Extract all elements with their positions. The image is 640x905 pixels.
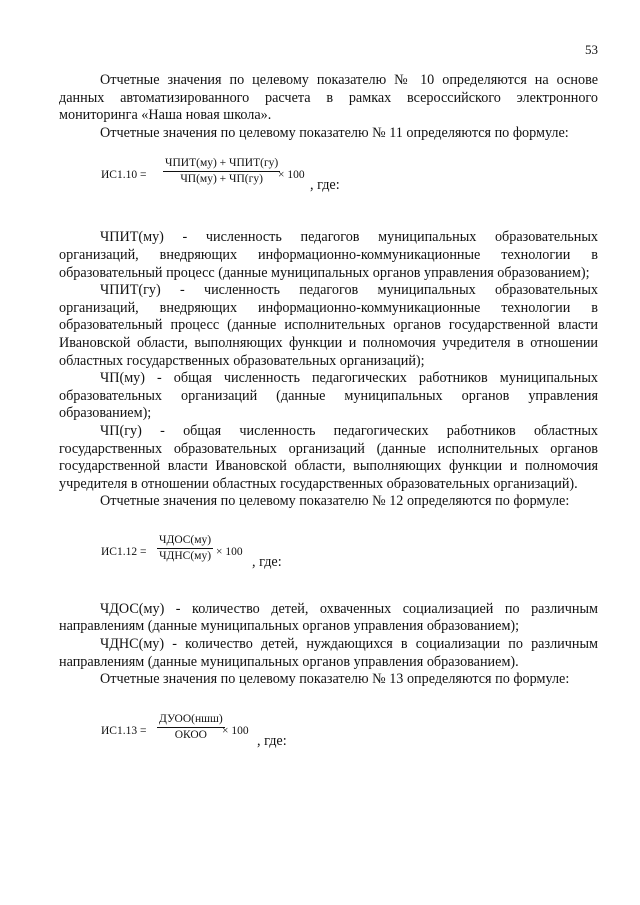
paragraph-indicator-10: Отчетные значения по целевому показателю № 10 определяются на основе данных автоматизированного расчета в рамках всероссийского электронного мониторинга «Наша новая школа». <box>59 72 598 124</box>
formula-suffix: , где: <box>257 732 287 749</box>
formula-is-1-10 <box>59 155 598 203</box>
document-body <box>59 72 598 759</box>
definition-chpit-mu: ЧПИТ(му) - численность педагогов муниципальных образовательных организаций, внедряющих информационно-коммуникационные технологии в образовательный процесс (данные муниципальных органов управления образованием); <box>59 229 598 281</box>
definition-chdos-mu: ЧДОС(му) - количество детей, охваченных социализацией по различным направлениям (данные муниципальных органов управления образованием); <box>59 600 598 635</box>
formula-fraction <box>157 534 213 563</box>
formula-suffix: , где: <box>310 177 340 194</box>
paragraph-indicator-13-intro: Отчетные значения по целевому показателю № 13 определяются по формуле: <box>100 671 570 688</box>
formula-suffix: , где: <box>252 553 282 570</box>
formula-fraction <box>157 713 225 742</box>
formula-multiplier: × 100 <box>278 169 305 182</box>
formula-denominator: ОКОО <box>174 728 207 741</box>
page-number: 53 <box>585 42 598 57</box>
formula-numerator: ЧДОС(му) <box>157 534 213 549</box>
formula-lhs: ИС1.12 = <box>101 545 147 558</box>
paragraph-indicator-11-intro: Отчетные значения по целевому показателю № 11 определяются по формуле: <box>100 124 569 141</box>
definition-chpit-gu: ЧПИТ(гу) - численность педагогов муниципальных образовательных организаций, внедряющих информационно-коммуникационные технологии в образовательный процесс (данные исполнительных органов государственной власти Ивановской области, выполняющих функции и полномочия учредителя в отношении областных государственных образовательных организаций); <box>59 282 598 369</box>
formula-is-1-13 <box>59 711 598 759</box>
formula-is-1-12 <box>59 532 598 580</box>
definition-chp-mu: ЧП(му) - общая численность педагогических работников муниципальных образовательных организаций (данные муниципальных органов управления образованием); <box>59 370 598 422</box>
formula-lhs: ИС1.13 = <box>101 724 147 737</box>
formula-denominator: ЧП(му) + ЧП(гу) <box>180 173 263 186</box>
formula-numerator: ЧПИТ(му) + ЧПИТ(гу) <box>163 157 280 172</box>
definition-chdns-mu: ЧДНС(му) - количество детей, нуждающихся в социализации по различным направлениям (данные муниципальных органов управления образованием). <box>59 636 598 670</box>
formula-multiplier: × 100 <box>216 545 243 558</box>
definition-chp-gu: ЧП(гу) - общая численность педагогических работников областных государственных образовательных организаций (данные исполнительных органов государственной власти Ивановской области, выполняющих функции и полномочия учредителя в отношении областных государственных образовательных организаций). <box>59 422 598 492</box>
formula-multiplier: × 100 <box>222 724 249 737</box>
paragraph-indicator-12-intro: Отчетные значения по целевому показателю № 12 определяются по формуле: <box>100 493 570 510</box>
formula-fraction <box>163 157 280 186</box>
formula-denominator: ЧДНС(му) <box>159 549 212 562</box>
formula-numerator: ДУОО(ншш) <box>157 713 225 728</box>
formula-lhs: ИС1.10 = <box>101 169 147 182</box>
